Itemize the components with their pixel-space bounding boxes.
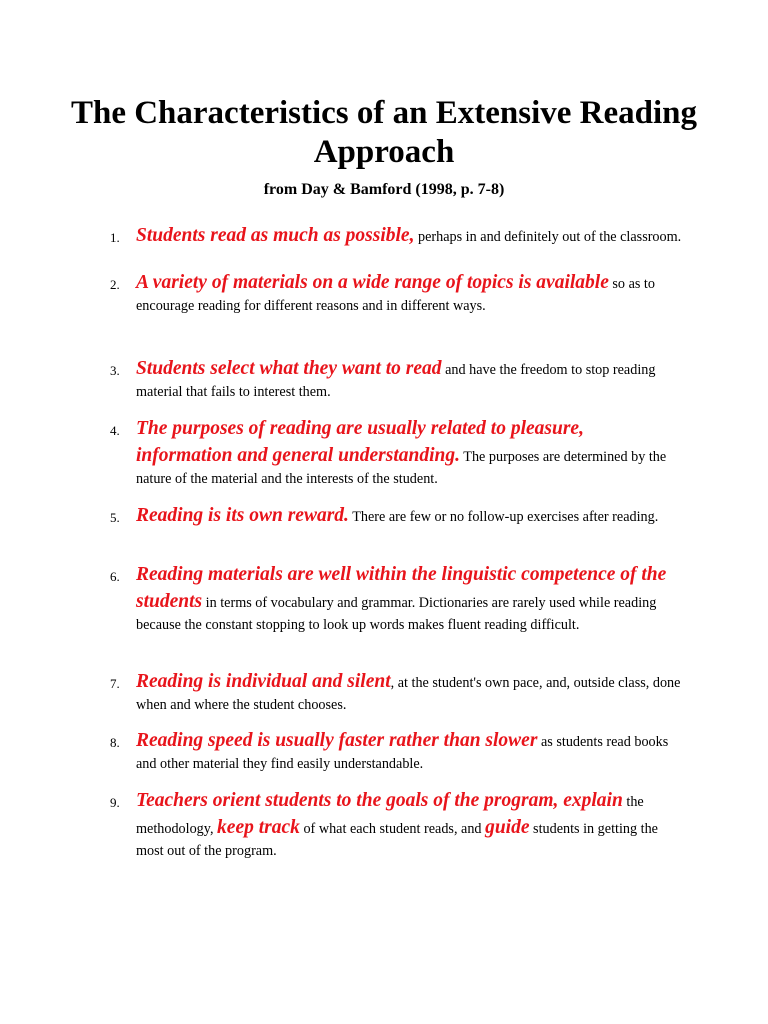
item-number: 5. bbox=[110, 510, 120, 525]
item-highlight: The purposes of reading are usually related to pleasure, information and general understanding. bbox=[136, 418, 584, 466]
item-highlight: Reading materials are well within the linguistic competence of the students bbox=[136, 564, 667, 612]
item-number: 3. bbox=[110, 363, 120, 378]
item-text bbox=[136, 561, 684, 636]
item-number: 6. bbox=[110, 569, 120, 584]
item-highlight: Reading is individual and silent bbox=[136, 671, 391, 692]
item-body: of what each student reads, and bbox=[299, 821, 486, 837]
item-highlight: Teachers orient students to the goals of the program, explain bbox=[136, 790, 623, 811]
item-body: perhaps in and definitely out of the classroom. bbox=[414, 229, 682, 245]
item-number: 2. bbox=[110, 277, 120, 292]
item-highlight: A variety of materials on a wide range of topics is available bbox=[136, 272, 609, 293]
item-body: in terms of vocabulary and grammar. Dictionaries are rarely used while reading because the constant stopping to look up words makes fluent reading difficult. bbox=[136, 595, 657, 633]
item-highlight: keep track bbox=[217, 817, 300, 838]
item-highlight: Reading is its own reward. bbox=[136, 505, 349, 526]
item-text bbox=[136, 355, 684, 403]
item-body: The purposes are determined by the nature of the material and the interests of the student. bbox=[136, 449, 667, 487]
item-number: 8. bbox=[110, 735, 120, 750]
item-body: students in getting the most out of the program. bbox=[136, 821, 658, 859]
item-body: , at the student's own pace, and, outside class, done when and where the student chooses. bbox=[136, 675, 681, 713]
item-text bbox=[136, 668, 684, 716]
item-text bbox=[136, 415, 684, 490]
item-number: 4. bbox=[110, 423, 120, 438]
item-body: so as to encourage reading for different reasons and in different ways. bbox=[136, 276, 655, 314]
item-body: the methodology, bbox=[136, 794, 644, 837]
item-body: and have the freedom to stop reading material that fails to interest them. bbox=[136, 362, 656, 400]
source-citation: from Day & Bamford (1998, p. 7-8) bbox=[263, 181, 505, 198]
item-text bbox=[136, 269, 684, 317]
page-title: The Characteristics of an Extensive Reading Approach bbox=[70, 95, 698, 170]
item-body: as students read books and other material they find easily understandable. bbox=[136, 734, 669, 772]
item-body: There are few or no follow-up exercises after reading. bbox=[348, 509, 659, 525]
item-highlight: Students select what they want to read bbox=[136, 358, 442, 379]
item-text bbox=[136, 727, 684, 775]
item-highlight: guide bbox=[485, 817, 530, 838]
item-highlight: Students read as much as possible, bbox=[136, 225, 415, 246]
item-number: 9. bbox=[110, 795, 120, 810]
item-number: 7. bbox=[110, 676, 120, 691]
item-text bbox=[136, 502, 684, 529]
item-text bbox=[136, 787, 684, 862]
item-number: 1. bbox=[110, 230, 120, 245]
item-highlight: Reading speed is usually faster rather than slower bbox=[136, 730, 538, 751]
item-text bbox=[136, 222, 684, 249]
